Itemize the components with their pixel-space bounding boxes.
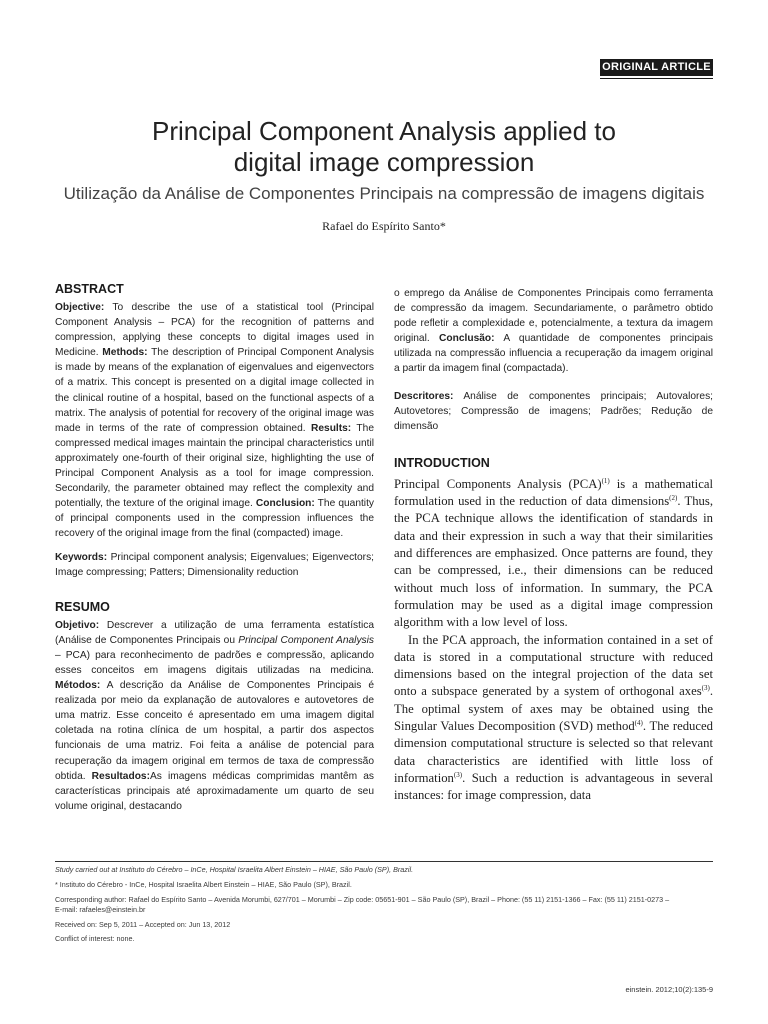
objective-text: To describe the use of a statistical tool (Principal Component Analysis – PCA) for the recognition of patterns and compression, applying these concepts to digital images used in Medicine. [55, 302, 374, 359]
descritores-label: Descritores: [394, 390, 454, 402]
methods-label: Methods: [102, 347, 148, 359]
intro-p2-text-d: . Such a reduction is advantageous in several instances: for image compression, data [394, 770, 713, 803]
resultados-text-part2: o emprego da Análise de Componentes Principais como ferramenta de compressão da imagem. Secundariamente, o parâmetro obtido pode refletir a complexidade e, potencialmente, a textura da imagem original. [394, 288, 713, 345]
article-title-line-1: Principal Component Analysis applied to [152, 116, 616, 146]
received-dates: Received on: Sep 5, 2011 – Accepted on: Jun 13, 2012 [55, 920, 231, 929]
metodos-label: Métodos: [55, 680, 101, 692]
metodos-text: A descrição da Análise de Componentes Principais é realizada por meio da explanação de autovalores e autovetores de uma matriz. Esse conceito é apresentado em uma imagem digital coletada na rotina clínica de um hospital, a partir dos aspectos funcionais de uma matriz. Foi feita a análise de potencial para recuperação da imagem original em termos de taxa de compressão obtida. [55, 680, 374, 782]
keywords-text: Principal component analysis; Eigenvalues; Eigenvectors; Image compressing; Patters; Dimensionality reduction [55, 551, 374, 578]
conclusao-text: A quantidade de componentes principais utilizada na compressão influencia a recuperação da imagem original a partir da imagem final (compactada). [394, 333, 713, 375]
conclusao-label: Conclusão: [439, 333, 495, 345]
citation-ref-4: (4) [634, 718, 643, 727]
author-name: Rafael do Espírito Santo* [322, 219, 446, 233]
keywords [55, 550, 374, 580]
results-label: Results: [311, 422, 352, 434]
intro-p1-text-c: . Thus, the PCA technique allows the identification of standards in data and their expression in such a way that their similarities and differences are emphasized. Once patterns are found, they can be compressed, i.e., their dimensions can be reduced without much loss of information. In summary, the PCA formulation may be used as a digital image compression algorithm with a low level of loss. [394, 494, 713, 630]
right-column [394, 286, 713, 804]
conflict-of-interest: Conflict of interest: none. [55, 934, 135, 943]
citation-ref-2: (2) [669, 493, 678, 502]
intro-p1-text-a: Principal Components Analysis (PCA) [394, 476, 602, 491]
resultados-text-part1: As imagens médicas comprimidas mantêm as características principais até aproximadamente um quarto de seu volume original, destacando [55, 770, 374, 812]
intro-paragraph-2 [394, 632, 713, 805]
footer-rule [55, 861, 713, 862]
article-subtitle: Utilização da Análise de Componentes Principais na compressão de imagens digitais [63, 184, 705, 203]
corresponding-author: Corresponding author: Rafael do Espírito Santo – Avenida Morumbi, 627/701 – Morumbi – Zip code: 05651-901 – São Paulo (SP), Brazil – Phone: (55 11) 2151-1366 – Fax: (55 11) 2151-0273 – [55, 895, 670, 904]
intro-p2-text-c: . The reduced dimension computational structure is selected so that relevant data characteristics are identified with little loss of information [394, 719, 713, 785]
article-title-line-2: digital image compression [233, 147, 535, 177]
objetivo-text-a: Descrever a utilização de uma ferramenta estatística (Análise de Componentes Principais ou [55, 619, 374, 646]
introduction-heading: INTRODUCTION [394, 455, 490, 470]
abstract-heading: ABSTRACT [55, 282, 124, 296]
intro-p2-text-b: . The optimal system of axes may be obtained using the Singular Values Decomposition (SVD) method [394, 684, 713, 733]
author-email: E-mail: rafaeles@einstein.br [55, 905, 146, 914]
methods-text: The description of Principal Component Analysis is made by means of the explanation of eigenvalues and eigenvectors of a matrix. This concept is presented on a digital image collected in the clinical routine of a hospital, based on the functional aspects of a matrix. The analysis of potential for recovery of the original image was made in terms of the rate of compression obtained. [55, 347, 374, 434]
objetivo-text-italic: Principal Component Analysis [238, 634, 374, 646]
keywords-label: Keywords: [55, 551, 108, 563]
conclusion-text: The quantity of principal components used in the compression influences the recovery of the original image from the final (compacted) image. [55, 498, 374, 540]
citation-ref-3b: (3) [453, 770, 463, 779]
objetivo-label: Objetivo: [55, 619, 100, 631]
intro-p2-text-a: In the PCA approach, the information contained in a set of data is stored in a computational structure with reduced dimensions based on the integral projection of the data set onto a subspace generated by a system of orthogonal axes [394, 632, 713, 699]
descritores-text: Análise de componentes principais; Autovalores; Autovetores; Compressão de imagens; Padrões; Redução de dimensão [394, 390, 713, 432]
resumo-text [55, 618, 374, 814]
article-title [60, 116, 708, 178]
results-text: The compressed medical images maintain the principal characteristics until approximately one-fourth of their original size, highlighting the use of Principal Component Analysis as a tool for image compression. Secondarily, the parameter obtained may reflect the complexity and potentially, the texture of the original image. [55, 422, 374, 510]
descritores [394, 389, 713, 434]
resumo-continuation [394, 286, 713, 377]
abstract-text [55, 300, 374, 542]
article-type-badge: ORIGINAL ARTICLE [600, 59, 713, 76]
conclusion-label: Conclusion: [255, 498, 315, 510]
affiliation-note: * Instituto do Cérebro - InCe, Hospital Israelita Albert Einstein – HIAE, São Paulo (SP), Brazil. [55, 880, 352, 889]
citation-ref-1: (1) [601, 476, 610, 485]
objetivo-text-b: – PCA) para reconhecimento de padrões e compressão, aplicando esses conceitos em imagens digitais utilizadas na medicina. [55, 649, 374, 676]
objective-label: Objective: [55, 302, 105, 313]
intro-paragraph-1 [394, 476, 713, 632]
resultados-label: Resultados: [91, 770, 150, 782]
resumo-heading: RESUMO [55, 599, 110, 614]
badge-rule [600, 78, 713, 79]
study-note: Study carried out at Instituto do Cérebro – InCe, Hospital Israelita Albert Einstein – HIAE, São Paulo (SP), Brazil. [55, 865, 414, 874]
citation-ref-3: (3) [701, 684, 710, 693]
journal-citation: einstein. 2012;10(2):135-9 [625, 985, 713, 994]
section-gap [55, 580, 374, 600]
left-column [55, 282, 374, 814]
intro-p1-text-b: is a mathematical formulation used in the reduction of data dimensions [394, 476, 713, 509]
